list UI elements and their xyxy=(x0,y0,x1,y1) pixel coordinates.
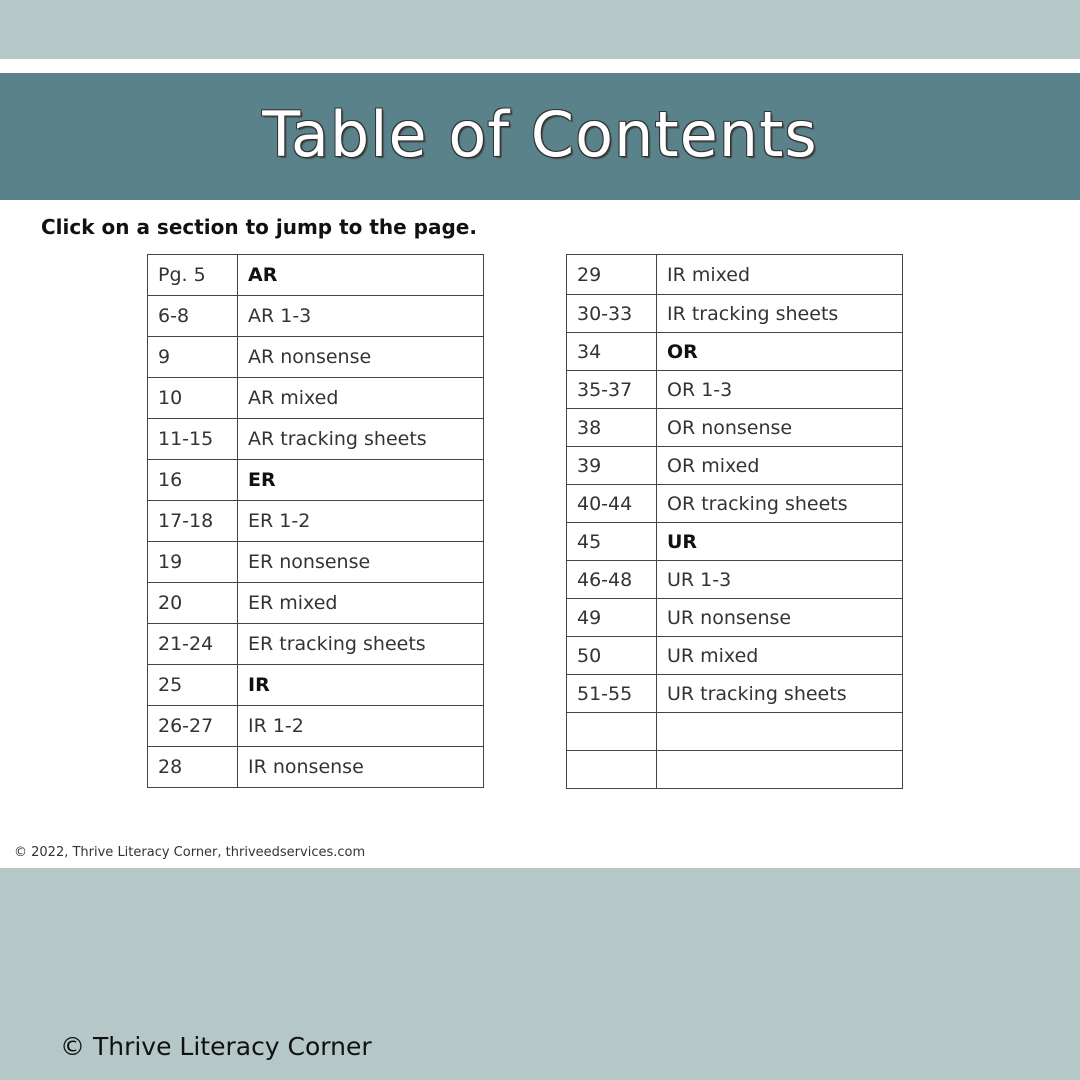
toc-row[interactable] xyxy=(148,665,484,706)
toc-page[interactable]: 39 xyxy=(567,447,657,485)
toc-section[interactable]: AR tracking sheets xyxy=(238,419,484,460)
instructions-text: Click on a section to jump to the page. xyxy=(41,215,477,239)
toc-section[interactable]: UR 1-3 xyxy=(657,561,903,599)
toc-row-empty xyxy=(567,751,903,789)
toc-section[interactable]: IR xyxy=(238,665,484,706)
document-page xyxy=(0,59,1080,868)
toc-row[interactable] xyxy=(148,337,484,378)
toc-section[interactable]: ER nonsense xyxy=(238,542,484,583)
toc-section[interactable]: ER mixed xyxy=(238,583,484,624)
toc-section[interactable]: AR nonsense xyxy=(238,337,484,378)
toc-section[interactable]: ER 1-2 xyxy=(238,501,484,542)
toc-page[interactable]: 45 xyxy=(567,523,657,561)
toc-page[interactable]: 35-37 xyxy=(567,371,657,409)
toc-page[interactable]: 38 xyxy=(567,409,657,447)
toc-table-left xyxy=(147,254,484,788)
header-band xyxy=(0,73,1080,200)
toc-page[interactable]: 10 xyxy=(148,378,238,419)
toc-page[interactable]: 16 xyxy=(148,460,238,501)
toc-row[interactable] xyxy=(148,419,484,460)
toc-section[interactable]: IR nonsense xyxy=(238,747,484,788)
toc-section[interactable]: AR xyxy=(238,255,484,296)
toc-page[interactable]: 49 xyxy=(567,599,657,637)
toc-section[interactable]: OR mixed xyxy=(657,447,903,485)
toc-section[interactable]: OR tracking sheets xyxy=(657,485,903,523)
toc-row[interactable] xyxy=(148,255,484,296)
toc-section[interactable]: OR nonsense xyxy=(657,409,903,447)
toc-row[interactable] xyxy=(148,583,484,624)
toc-page[interactable]: 9 xyxy=(148,337,238,378)
toc-section[interactable]: AR mixed xyxy=(238,378,484,419)
toc-table-right xyxy=(566,254,903,789)
toc-section[interactable]: UR xyxy=(657,523,903,561)
toc-page[interactable]: 46-48 xyxy=(567,561,657,599)
page-copyright: © 2022, Thrive Literacy Corner, thriveedservices.com xyxy=(14,845,366,860)
toc-row[interactable] xyxy=(148,706,484,747)
toc-row[interactable] xyxy=(567,409,903,447)
toc-row-empty xyxy=(567,713,903,751)
toc-page[interactable]: 25 xyxy=(148,665,238,706)
toc-page xyxy=(567,751,657,789)
toc-row[interactable] xyxy=(567,295,903,333)
toc-row[interactable] xyxy=(567,255,903,295)
toc-section[interactable]: OR xyxy=(657,333,903,371)
toc-page[interactable]: 19 xyxy=(148,542,238,583)
toc-page[interactable]: 34 xyxy=(567,333,657,371)
top-band xyxy=(0,0,1080,59)
toc-section[interactable]: OR 1-3 xyxy=(657,371,903,409)
page-title: Table of Contents xyxy=(262,98,818,171)
toc-row[interactable] xyxy=(567,523,903,561)
toc-page[interactable]: 40-44 xyxy=(567,485,657,523)
toc-page[interactable]: 6-8 xyxy=(148,296,238,337)
toc-row[interactable] xyxy=(567,675,903,713)
toc-row[interactable] xyxy=(567,485,903,523)
toc-row[interactable] xyxy=(148,378,484,419)
toc-row[interactable] xyxy=(148,747,484,788)
toc-page[interactable]: 50 xyxy=(567,637,657,675)
toc-section xyxy=(657,751,903,789)
toc-section[interactable]: ER xyxy=(238,460,484,501)
toc-section[interactable]: ER tracking sheets xyxy=(238,624,484,665)
toc-section[interactable]: IR mixed xyxy=(657,255,903,295)
toc-page xyxy=(567,713,657,751)
toc-page[interactable]: 28 xyxy=(148,747,238,788)
toc-section[interactable]: AR 1-3 xyxy=(238,296,484,337)
toc-row[interactable] xyxy=(567,371,903,409)
toc-page[interactable]: 29 xyxy=(567,255,657,295)
toc-section xyxy=(657,713,903,751)
toc-row[interactable] xyxy=(567,599,903,637)
toc-section[interactable]: UR tracking sheets xyxy=(657,675,903,713)
toc-row[interactable] xyxy=(148,542,484,583)
toc-section[interactable]: UR nonsense xyxy=(657,599,903,637)
toc-row[interactable] xyxy=(148,460,484,501)
toc-page[interactable]: 17-18 xyxy=(148,501,238,542)
toc-page[interactable]: 51-55 xyxy=(567,675,657,713)
toc-page[interactable]: 11-15 xyxy=(148,419,238,460)
toc-row[interactable] xyxy=(567,561,903,599)
toc-page[interactable]: Pg. 5 xyxy=(148,255,238,296)
toc-section[interactable]: IR 1-2 xyxy=(238,706,484,747)
toc-row[interactable] xyxy=(567,447,903,485)
toc-section[interactable]: IR tracking sheets xyxy=(657,295,903,333)
watermark-copyright: © Thrive Literacy Corner xyxy=(60,1032,372,1061)
toc-row[interactable] xyxy=(148,501,484,542)
toc-page[interactable]: 20 xyxy=(148,583,238,624)
toc-row[interactable] xyxy=(567,637,903,675)
toc-row[interactable] xyxy=(567,333,903,371)
toc-page[interactable]: 26-27 xyxy=(148,706,238,747)
toc-row[interactable] xyxy=(148,296,484,337)
toc-page[interactable]: 30-33 xyxy=(567,295,657,333)
toc-row[interactable] xyxy=(148,624,484,665)
toc-section[interactable]: UR mixed xyxy=(657,637,903,675)
toc-page[interactable]: 21-24 xyxy=(148,624,238,665)
